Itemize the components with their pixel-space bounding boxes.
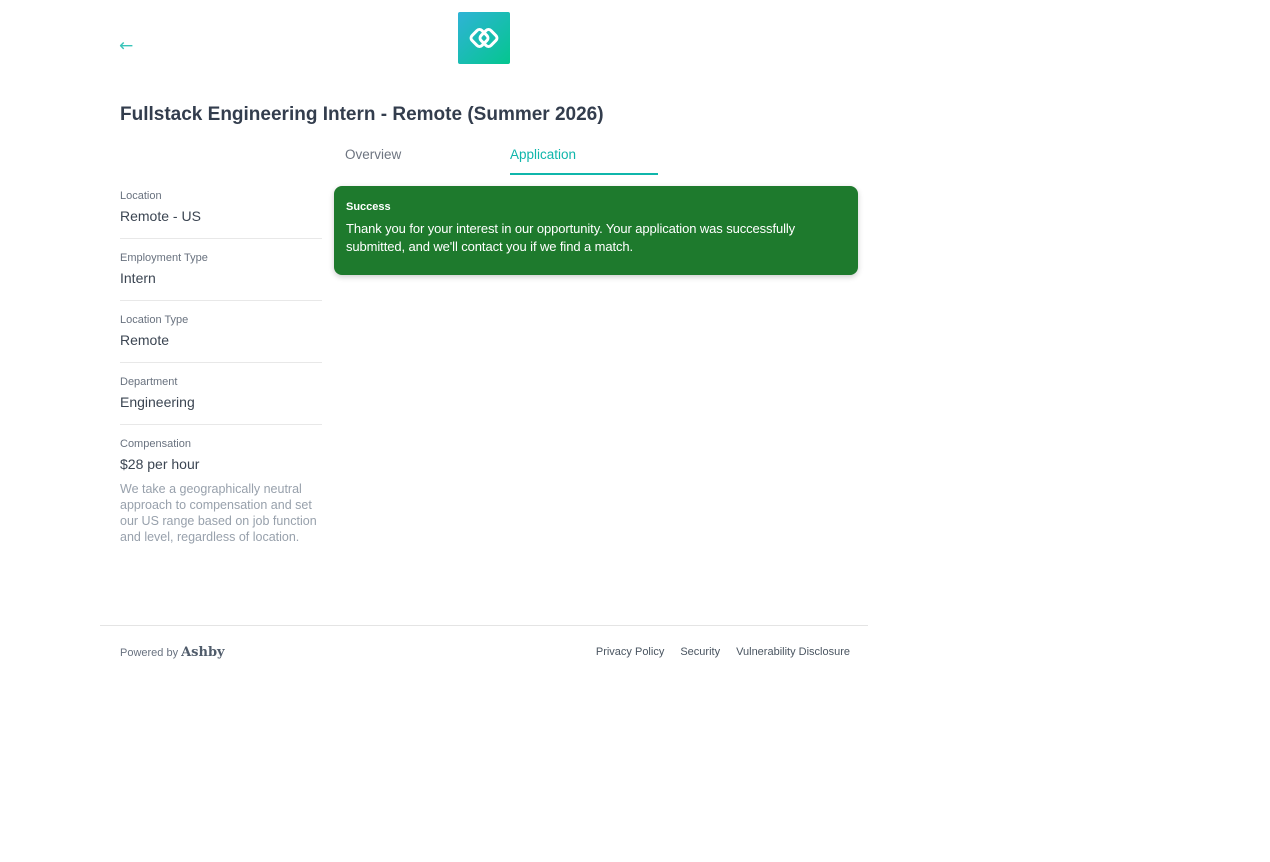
detail-value: Engineering [120,393,195,410]
powered-by-label: Powered by [120,646,179,659]
job-board-page [100,12,868,660]
detail-department [120,363,322,425]
detail-value: $28 per hour [120,455,200,472]
detail-location-type [120,301,322,363]
alert-title: Success [346,200,391,213]
detail-label: Location Type [120,313,189,326]
detail-label: Employment Type [120,251,208,264]
compensation-note: We take a geographically neutral approach to compensation and set our US range based on job function and level, regardless of location. [120,481,317,544]
main-panel [334,186,858,559]
powered-by[interactable] [120,645,225,660]
job-details-sidebar [120,186,322,559]
detail-label: Location [120,189,162,202]
detail-value: Intern [120,269,156,286]
alert-message: Thank you for your interest in our opportunity. Your application was successfully submitted, and we'll contact you if we find a match. [346,220,796,254]
detail-label: Compensation [120,437,191,450]
success-alert [334,186,858,275]
detail-location [120,190,322,239]
company-logo[interactable] [458,12,510,64]
back-button[interactable] [117,36,135,57]
footer [100,626,868,660]
page-title: Fullstack Engineering Intern - Remote (Summer 2026) [120,104,604,125]
detail-employment-type [120,239,322,301]
tab-application[interactable]: Application [510,147,658,175]
detail-label: Department [120,375,178,388]
security-link[interactable]: Security [680,646,721,659]
detail-value: Remote - US [120,207,201,224]
tab-bar [345,147,868,175]
back-arrow-icon: ← [119,36,134,56]
detail-value: Remote [120,331,170,348]
vulnerability-disclosure-link[interactable]: Vulnerability Disclosure [736,646,850,659]
interlocked-links-icon [458,12,510,64]
footer-links [596,646,850,658]
header [100,12,868,76]
detail-compensation [120,425,322,559]
tab-overview[interactable]: Overview [345,147,493,175]
privacy-policy-link[interactable]: Privacy Policy [595,646,665,659]
content [100,175,868,559]
ashby-wordmark: Ashby [181,644,225,660]
